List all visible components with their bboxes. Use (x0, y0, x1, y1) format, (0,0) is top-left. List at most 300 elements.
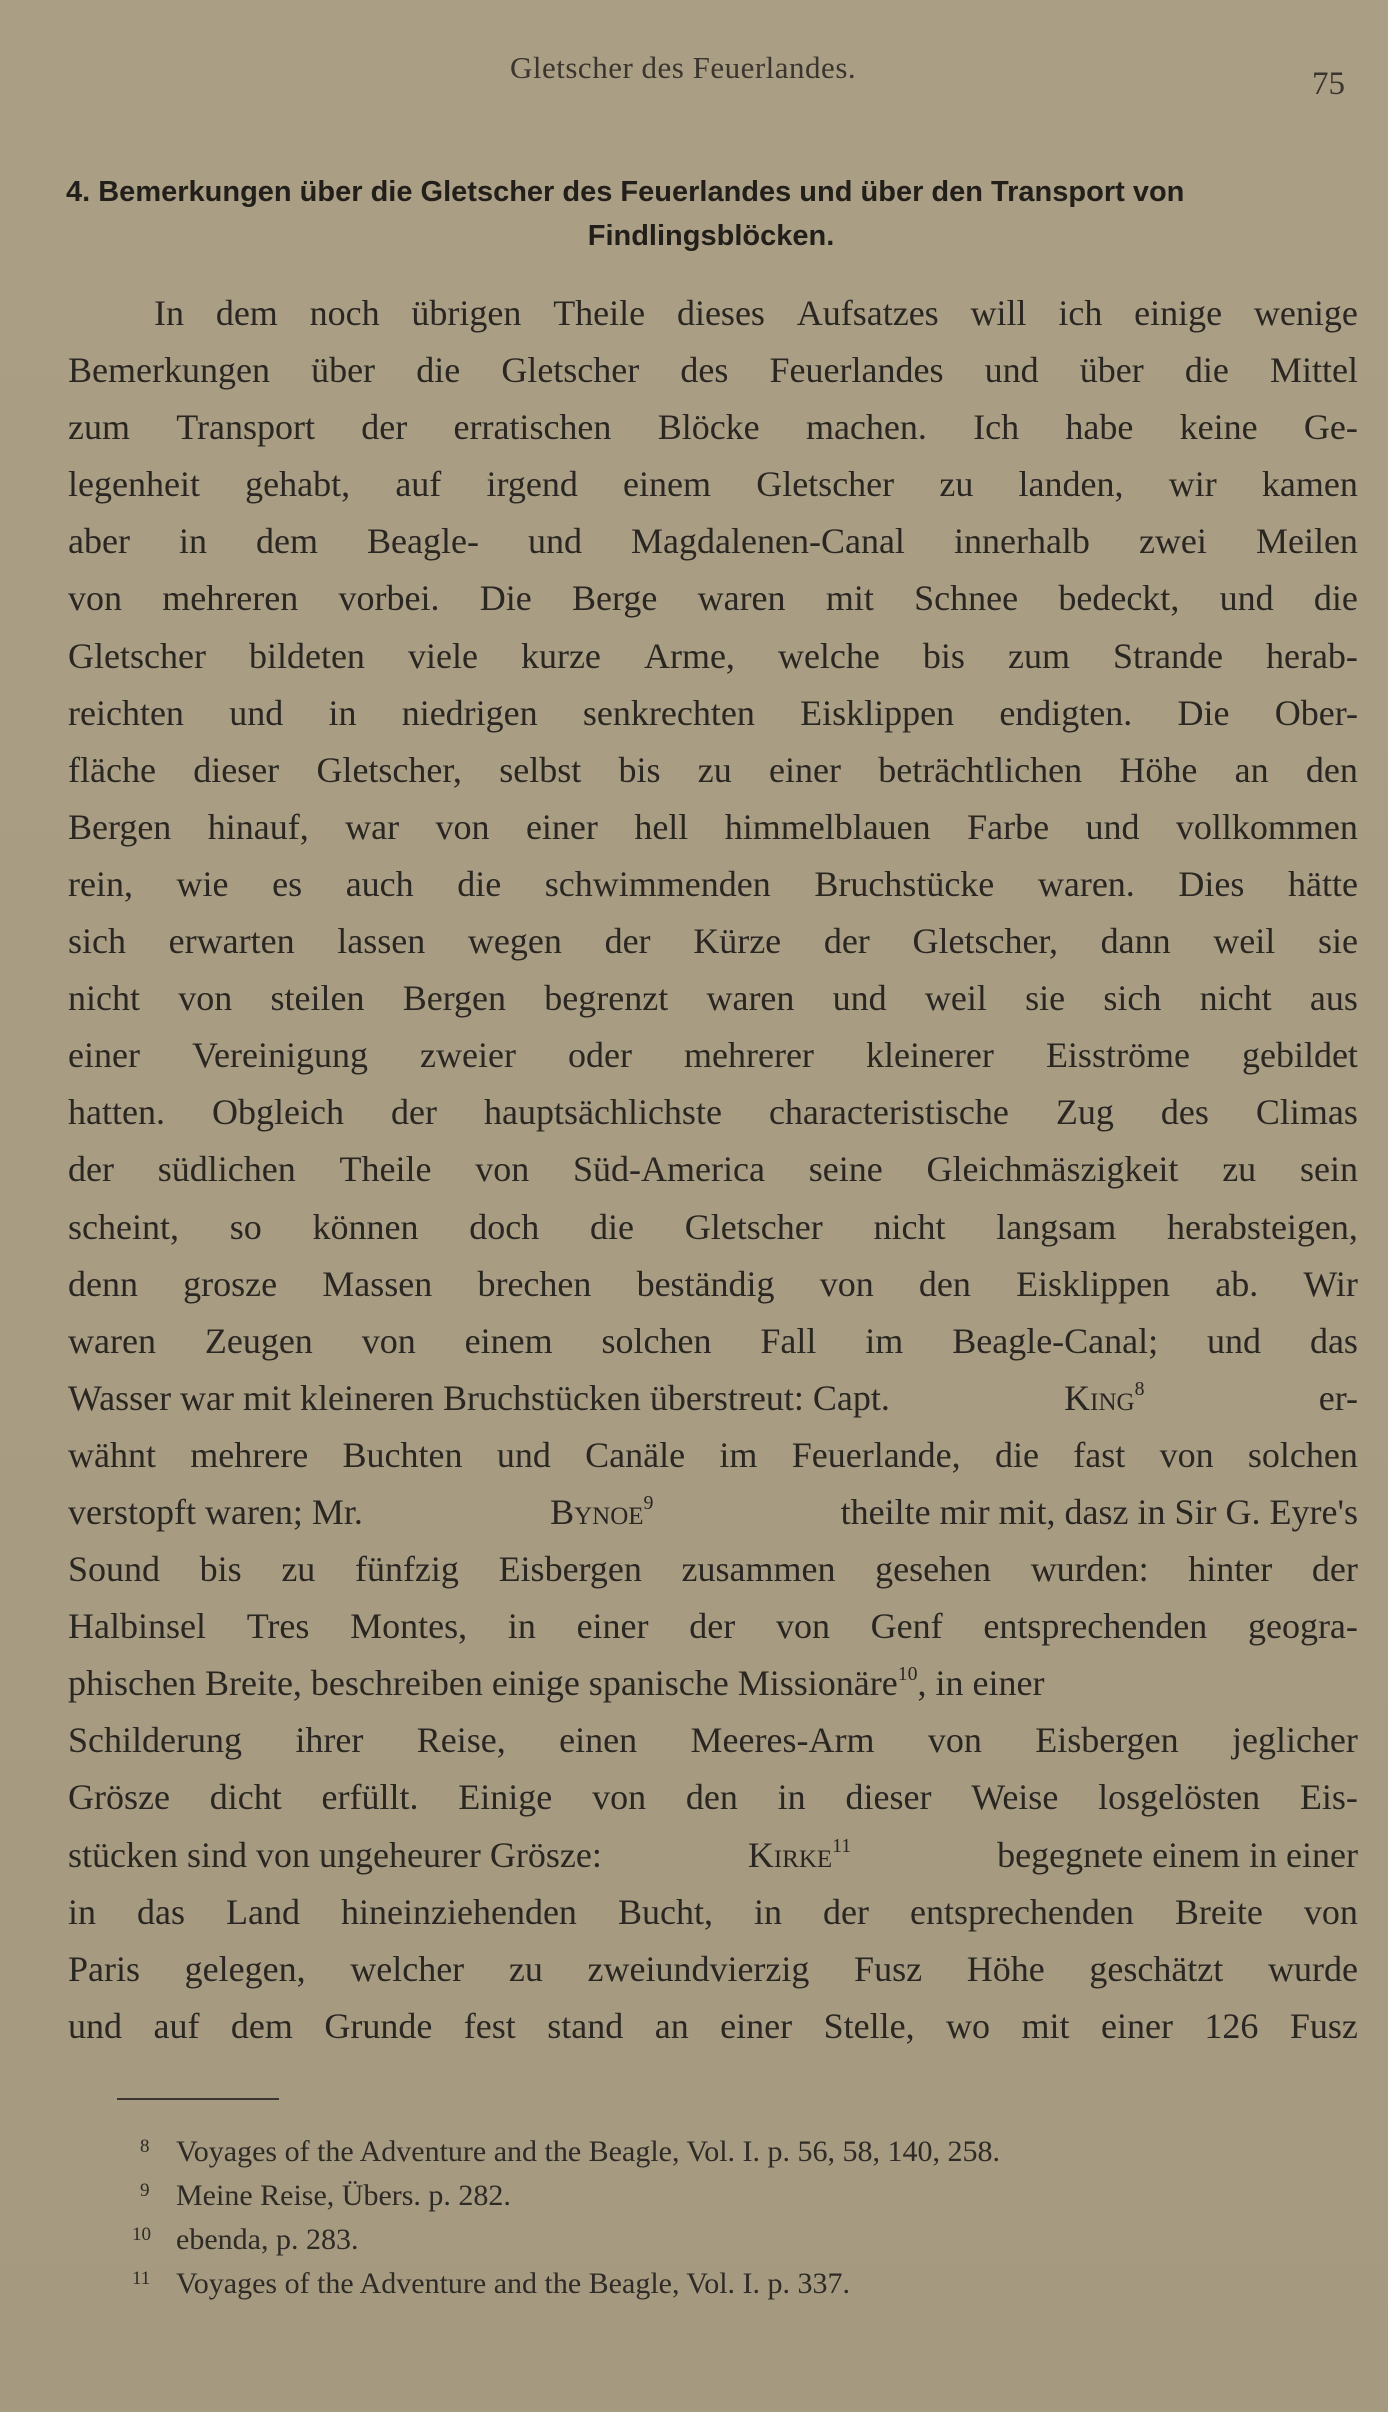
word: einen (559, 1720, 638, 1761)
word: machen. (805, 407, 927, 448)
text-line (68, 1427, 1358, 1484)
word: entsprechenden (983, 1606, 1208, 1647)
text-line (68, 1541, 1358, 1598)
word: von (68, 578, 122, 619)
word: gehabt, (245, 464, 351, 505)
text-line (68, 1712, 1358, 1769)
text-line (68, 1199, 1358, 1256)
text-line (68, 970, 1358, 1027)
word: selbst (499, 749, 582, 790)
word: und (496, 1434, 551, 1475)
word: Ober- (1274, 692, 1358, 733)
word: erfüllt. (321, 1777, 419, 1818)
text-segment: theilte mir mit, dasz in Sir G. Eyre's (840, 1491, 1358, 1532)
text-line (68, 742, 1358, 799)
word: aus (1309, 978, 1358, 1019)
word: nicht (68, 978, 140, 1019)
word: hinauf, (207, 806, 309, 847)
word: beständig (636, 1263, 775, 1304)
word: übrigen (411, 293, 522, 333)
footnote (132, 2213, 1360, 2257)
word: Kürze (693, 921, 782, 962)
word: südlichen (157, 1149, 296, 1190)
word: Arme, (643, 635, 735, 676)
text-line (68, 1313, 1358, 1370)
text-line (68, 456, 1358, 513)
footnote-mark: 11 (132, 2268, 151, 2289)
word: mehreren (162, 578, 299, 619)
word: der (823, 1891, 869, 1932)
word: dieses (676, 293, 765, 333)
word: erwarten (168, 921, 295, 962)
word: mit (825, 578, 874, 619)
word: zu (281, 1549, 316, 1590)
footnote (140, 2169, 1360, 2213)
text-segment: begegnete einem in einer (997, 1834, 1358, 1875)
person-name-with-ref (748, 1827, 851, 1884)
word: Ich (973, 407, 1020, 448)
word: auch (345, 863, 414, 904)
word: Theile (553, 293, 646, 333)
word: Meeres-Arm (690, 1720, 875, 1761)
footnotes (132, 2125, 1360, 2301)
word: Fall (760, 1320, 817, 1361)
word: gebildet (1241, 1035, 1358, 1076)
word: des (1160, 1092, 1209, 1133)
word: oder (568, 1035, 632, 1076)
word: Fusz (1289, 2005, 1358, 2046)
word: die (416, 350, 461, 391)
word: über (311, 350, 376, 391)
word: sich (68, 921, 126, 962)
word: an (654, 2005, 689, 2046)
word: zweier (420, 1035, 516, 1076)
word: Bemerkungen (68, 350, 270, 391)
word: und (1207, 1320, 1262, 1361)
word: dicht (209, 1777, 282, 1818)
word: der (361, 407, 408, 448)
word: reichten (68, 692, 184, 733)
section-heading (66, 170, 1356, 258)
word: von (435, 806, 490, 847)
word: fläche (68, 749, 156, 790)
word: zu (939, 464, 974, 505)
word: hauptsächlichste (484, 1092, 722, 1133)
word: Strande (1112, 635, 1223, 676)
word: Gletscher, (316, 749, 462, 790)
footnote-ref: 9 (643, 1492, 654, 1515)
word: stand (547, 2005, 624, 2046)
running-title: Gletscher des Feuerlandes. (510, 50, 857, 85)
word: auf (153, 2005, 200, 2046)
word: Eis- (1299, 1777, 1358, 1818)
footnote-mark: 9 (140, 2180, 150, 2201)
word: Eisbergen (1035, 1720, 1179, 1761)
word: einer (576, 1606, 649, 1647)
word: Stelle, (823, 2005, 915, 2046)
word: dieser (845, 1777, 932, 1818)
word: und (1085, 806, 1140, 847)
word: Beagle- (367, 521, 479, 562)
word: den (685, 1777, 738, 1818)
word: zum (68, 407, 130, 448)
section-heading-line-1: 4. Bemerkungen über die Gletscher des Feuerlandes und über den Transport von (66, 176, 1185, 208)
text-segment: , in einer (917, 1663, 1045, 1704)
word: langsam (996, 1206, 1117, 1247)
word: Theile (339, 1149, 432, 1190)
text-line (68, 1769, 1358, 1826)
word: einem (464, 1320, 553, 1361)
word: dem (230, 2005, 293, 2046)
word: von (592, 1777, 647, 1818)
word: Einige (458, 1777, 553, 1818)
section-heading-line-2: Findlingsblöcken. (587, 220, 835, 252)
word: in (507, 1606, 536, 1647)
text-line (68, 1998, 1358, 2055)
footnote-mark: 8 (140, 2136, 150, 2157)
word: die (994, 1434, 1039, 1475)
word: Montes, (350, 1606, 468, 1647)
word: waren. (1037, 863, 1135, 904)
word: niedrigen (401, 692, 538, 733)
word: 126 (1204, 2005, 1259, 2046)
word: Mittel (1269, 350, 1358, 391)
word: bedeckt, (1058, 578, 1180, 619)
word: viele (407, 635, 478, 676)
word: fast (1073, 1434, 1126, 1475)
footnote-ref: 8 (1134, 1377, 1145, 1400)
running-head (0, 50, 1388, 100)
word: wurden: (1030, 1549, 1149, 1590)
word: zwei (1138, 521, 1207, 562)
word: der (689, 1606, 736, 1647)
word: welche (777, 635, 880, 676)
word: so (229, 1206, 262, 1247)
word: bis (922, 635, 965, 676)
text-line (68, 1598, 1358, 1655)
word: weil (924, 978, 987, 1019)
word: himmelblauen (724, 806, 931, 847)
text-line (68, 1827, 1358, 1884)
word: lassen (337, 921, 426, 962)
footnote-text: Meine Reise, Übers. p. 282. (176, 2179, 511, 2212)
word: es (272, 863, 303, 904)
footnote-ref: 10 (897, 1663, 918, 1686)
word: Gletscher (684, 1206, 823, 1247)
word: zu (697, 749, 732, 790)
word: solchen (1247, 1434, 1358, 1475)
person-name-with-ref (550, 1484, 653, 1541)
word: einer (720, 2005, 793, 2046)
word: über (1079, 350, 1144, 391)
person-name: Bynoe (550, 1491, 644, 1532)
word: Höhe (966, 1948, 1045, 1989)
word: zusammen (681, 1549, 836, 1590)
word: kleinerer (865, 1035, 994, 1076)
word: doch (469, 1206, 540, 1247)
word: Tres (246, 1606, 310, 1647)
word: Reise, (416, 1720, 506, 1761)
word: an (1234, 749, 1269, 790)
text-line (68, 1141, 1358, 1198)
word: Feuerlandes (769, 350, 944, 391)
text-line (68, 570, 1358, 627)
word: wurde (1267, 1948, 1358, 1989)
word: und (68, 2005, 122, 2046)
word: mehrere (190, 1434, 309, 1475)
text-segment: phischen Breite, beschreiben einige spanische Missionäre (68, 1663, 898, 1704)
word: der (68, 1149, 114, 1190)
word: Eisströme (1045, 1035, 1190, 1076)
text-segment: Wasser war mit kleineren Bruchstücken überstreut: Capt. (68, 1377, 890, 1418)
word: Meilen (1255, 521, 1358, 562)
word: Gletscher (501, 350, 640, 391)
word: Beagle-Canal; (952, 1320, 1159, 1361)
word: der (391, 1092, 437, 1133)
word: und (528, 521, 583, 562)
word: Buchten (342, 1434, 463, 1475)
footnote-mark: 10 (132, 2224, 151, 2245)
word: mehrerer (684, 1035, 814, 1076)
person-name: King (1064, 1377, 1135, 1418)
word: denn (68, 1263, 138, 1304)
word: Transport (176, 407, 315, 448)
word: Zeugen (204, 1320, 313, 1361)
word: von (178, 978, 233, 1019)
word: zum (1007, 635, 1070, 676)
word: in (753, 1891, 782, 1932)
word: Gletscher, (912, 921, 1058, 962)
word: Climas (1255, 1092, 1358, 1133)
word: zu (508, 1948, 543, 1989)
word: Aufsatzes (796, 293, 939, 333)
word: ab. (1215, 1263, 1259, 1304)
word: und (1219, 578, 1274, 619)
word: characteristische (768, 1092, 1009, 1133)
word: das (137, 1891, 186, 1932)
text-line (68, 1941, 1358, 1998)
word: Weise (971, 1777, 1059, 1818)
word: Magdalenen-Canal (631, 521, 905, 562)
word: nicht (873, 1206, 946, 1247)
person-name-with-ref (1064, 1370, 1144, 1427)
word: Berge (572, 578, 658, 619)
word: Die (479, 578, 532, 619)
word: Sound (68, 1549, 161, 1590)
footnote-text: ebenda, p. 283. (176, 2223, 359, 2256)
text-line (68, 856, 1358, 913)
word: Schnee (914, 578, 1019, 619)
word: Genf (870, 1606, 943, 1647)
text-segment: er- (1318, 1377, 1358, 1418)
word: einer (68, 1035, 140, 1076)
text-line (68, 628, 1358, 685)
word: hatten. (68, 1092, 165, 1133)
word: bildeten (248, 635, 365, 676)
word: brechen (477, 1263, 592, 1304)
word: sie (1025, 978, 1066, 1019)
word: nicht (1199, 978, 1272, 1019)
text-line (68, 1655, 1358, 1712)
word: hinter (1188, 1549, 1273, 1590)
word: legenheit (68, 464, 200, 505)
word: fünfzig (354, 1549, 459, 1590)
text-line (68, 399, 1358, 456)
word: irgend (486, 464, 578, 505)
word: die (457, 863, 502, 904)
word: wenige (1253, 293, 1358, 333)
word: von (1159, 1434, 1214, 1475)
word: waren (706, 978, 795, 1019)
text-line (68, 513, 1358, 570)
word: den (918, 1263, 971, 1304)
word: sich (1103, 978, 1162, 1019)
word: dem (215, 293, 278, 333)
text-line (68, 1027, 1358, 1084)
word: Blöcke (657, 407, 760, 448)
word: einer (525, 806, 598, 847)
word: war (345, 806, 400, 847)
word: vorbei. (338, 578, 440, 619)
word: Dies (1178, 863, 1245, 904)
page-number: 75 (1312, 66, 1345, 102)
word: einer (769, 749, 841, 790)
word: den (1305, 749, 1358, 790)
footnote-divider (117, 2098, 279, 2100)
word: begrenzt (544, 978, 669, 1019)
word: von (475, 1149, 530, 1190)
word: endigten. (999, 692, 1133, 733)
word: die (1184, 350, 1229, 391)
word: losgelösten (1098, 1777, 1261, 1818)
word: bis (618, 749, 661, 790)
text-segment: verstopft waren; Mr. (68, 1491, 363, 1532)
word: kamen (1261, 464, 1358, 505)
word: erratischen (453, 407, 612, 448)
text-line (68, 1256, 1358, 1313)
word: hätte (1287, 863, 1358, 904)
word: Höhe (1119, 749, 1198, 790)
word: grosze (183, 1263, 278, 1304)
text-line (68, 1370, 1358, 1427)
word: welcher (350, 1948, 465, 1989)
word: scheint, (68, 1206, 179, 1247)
word: in (178, 521, 207, 562)
word: wo (946, 2005, 991, 2046)
word: fest (463, 2005, 516, 2046)
word: einige (1134, 293, 1223, 333)
word: ich (1058, 293, 1103, 333)
body-paragraph (68, 285, 1358, 2055)
word: Land (226, 1891, 301, 1932)
word: seine (808, 1149, 883, 1190)
word: rein, (68, 863, 133, 904)
word: Ge- (1303, 407, 1358, 448)
word: Eisklippen (800, 692, 955, 733)
word: Feuerlande, (791, 1434, 961, 1475)
word: Canäle (585, 1434, 686, 1475)
word: im (719, 1434, 758, 1475)
word: dann (1100, 921, 1171, 962)
word: entsprechenden (909, 1891, 1134, 1932)
word: einer (1101, 2005, 1173, 2046)
word: und (984, 350, 1039, 391)
word: der (604, 921, 651, 962)
word: zu (1222, 1149, 1257, 1190)
word: waren (68, 1320, 156, 1361)
word: waren (697, 578, 786, 619)
word: will (970, 293, 1027, 333)
word: habe (1065, 407, 1134, 448)
word: hineinziehenden (341, 1891, 577, 1932)
word: solchen (601, 1320, 712, 1361)
word: weil (1213, 921, 1276, 962)
word: Grösze (68, 1777, 170, 1818)
word: Wir (1303, 1263, 1358, 1304)
word: senkrechten (582, 692, 755, 733)
word: mit (1021, 2005, 1070, 2046)
word: von (927, 1720, 982, 1761)
word: die (590, 1206, 635, 1247)
word: von (1303, 1891, 1358, 1932)
word: Farbe (967, 806, 1050, 847)
word: gesehen (875, 1549, 992, 1590)
word: kurze (520, 635, 601, 676)
text-line (68, 1884, 1358, 1941)
word: Schilderung (68, 1720, 242, 1761)
text-line (68, 285, 1358, 342)
footnote-text: Voyages of the Adventure and the Beagle, Vol. I. p. 337. (176, 2267, 851, 2300)
word: zweiundvierzig (587, 1948, 810, 1989)
word: wegen (467, 921, 562, 962)
word: und (832, 978, 887, 1019)
footnote (132, 2257, 1360, 2301)
word: Bergen (68, 806, 172, 847)
word: in (777, 1777, 806, 1818)
word: Breite (1174, 1891, 1263, 1932)
word: herabsteigen, (1166, 1206, 1358, 1247)
footnote (140, 2125, 1360, 2169)
word: bis (199, 1549, 242, 1590)
person-name: Kirke (747, 1834, 833, 1875)
word: Zug (1055, 1092, 1114, 1133)
word: Süd-America (573, 1149, 765, 1190)
word: im (865, 1320, 904, 1361)
word: wie (176, 863, 229, 904)
word: steilen (270, 978, 365, 1019)
word: Eisbergen (498, 1549, 642, 1590)
word: noch (309, 293, 380, 333)
word: keine (1179, 407, 1258, 448)
word: vollkommen (1175, 806, 1358, 847)
word: beträchtlichen (878, 749, 1083, 790)
word: wir (1168, 464, 1217, 505)
footnote-ref: 11 (832, 1834, 852, 1857)
word: auf (395, 464, 442, 505)
word: Massen (322, 1263, 433, 1304)
word: von (361, 1320, 416, 1361)
text-segment-with-ref (68, 1655, 1044, 1712)
word: landen, (1018, 464, 1124, 505)
word: Halbinsel (68, 1606, 206, 1647)
text-line (68, 913, 1358, 970)
word: in (328, 692, 357, 733)
text-segment: stücken sind von ungeheurer Grösze: (68, 1834, 602, 1875)
word: Bruchstücke (814, 863, 995, 904)
word: Grunde (324, 2005, 433, 2046)
word: aber (68, 521, 130, 562)
word: Die (1177, 692, 1230, 733)
